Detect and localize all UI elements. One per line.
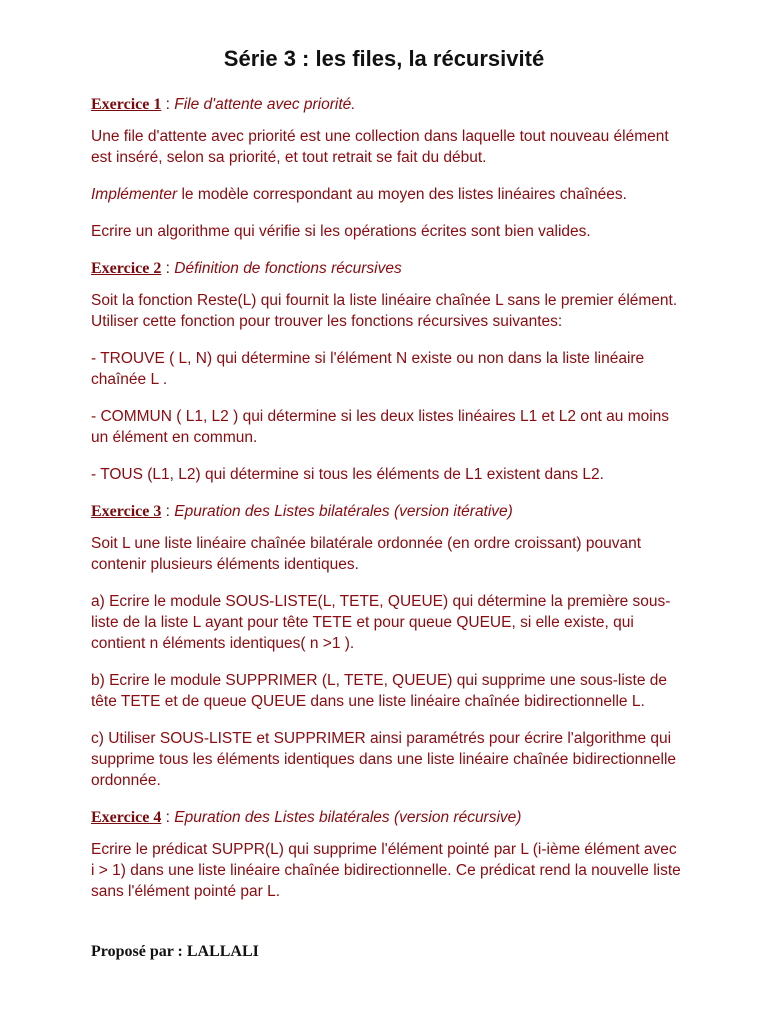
exercise-subtitle: Epuration des Listes bilatérales (version itérative) [174, 503, 513, 520]
exercise-paragraph: c) Utiliser SOUS-LISTE et SUPPRIMER ainsi paramétrés pour écrire l'algorithme qui supprime tous les éléments identiques dans une liste linéaire chaînée bidirectionnelle ordonnée. [91, 730, 677, 789]
exercise-paragraph: Soit la fonction Reste(L) qui fournit la liste linéaire chaînée L sans le premier élément. Utiliser cette fonction pour trouver les fonctions récursives suivantes: [91, 292, 678, 330]
heading-separator: : [161, 503, 175, 520]
exercise-paragraph: - COMMUN ( L1, L2 ) qui détermine si les deux listes linéaires L1 et L2 ont au moins un élément en commun. [91, 408, 670, 446]
exercise-label: Exercice 3 [91, 503, 162, 520]
exercise-heading [91, 807, 681, 829]
exercise-paragraph: a) Ecrire le module SOUS-LISTE(L, TETE, QUEUE) qui détermine la première sous-liste de la liste L ayant pour tête TETE et pour queue QUEUE, si elle existe, qui contient n éléments identiques( n >1 ). [91, 593, 671, 652]
exercise-heading [91, 258, 681, 280]
emphasis-text: Implémenter [91, 186, 178, 203]
exercise-paragraph: - TOUS (L1, L2) qui détermine si tous les éléments de L1 existent dans L2. [91, 466, 604, 483]
exercise-heading [91, 501, 681, 523]
exercise-paragraph: - TROUVE ( L, N) qui détermine si l'élément N existe ou non dans la liste linéaire chaînée L . [91, 350, 645, 388]
exercise-subtitle: Epuration des Listes bilatérales (version récursive) [174, 809, 522, 826]
exercise-paragraph: Une file d'attente avec priorité est une collection dans laquelle tout nouveau élément est inséré, selon sa priorité, et tout retrait se fait du début. [91, 128, 669, 166]
page-title: Série 3 : les files, la récursivité [223, 46, 545, 71]
exercise-paragraph: Ecrire un algorithme qui vérifie si les opérations écrites sont bien valides. [91, 223, 591, 240]
heading-separator: : [161, 809, 175, 826]
exercise-2 [91, 258, 681, 485]
exercise-label: Exercice 1 [91, 96, 162, 113]
exercise-subtitle: Définition de fonctions récursives [174, 260, 402, 277]
exercise-4 [91, 807, 681, 902]
exercise-label: Exercice 2 [91, 260, 162, 277]
heading-separator: : [161, 96, 175, 113]
exercise-paragraph: Implémenter le modèle correspondant au moyen des listes linéaires chaînées. [91, 186, 627, 203]
exercise-paragraph: b) Ecrire le module SUPPRIMER (L, TETE, QUEUE) qui supprime une sous-liste de tête TETE et de queue QUEUE dans une liste linéaire chaînée bidirectionnelle L. [91, 672, 667, 710]
exercise-label: Exercice 4 [91, 809, 162, 826]
author-credit: Proposé par : LALLALI [91, 943, 259, 960]
exercise-3 [91, 501, 681, 791]
exercise-heading [91, 94, 681, 116]
document-body [91, 94, 681, 918]
exercise-paragraph: Soit L une liste linéaire chaînée bilatérale ordonnée (en ordre croissant) pouvant contenir plusieurs éléments identiques. [91, 535, 642, 573]
exercise-subtitle: File d'attente avec priorité. [174, 96, 356, 113]
heading-separator: : [161, 260, 175, 277]
exercise-paragraph: Ecrire le prédicat SUPPR(L) qui supprime l'élément pointé par L (i-ième élément avec i > 1) dans une liste linéaire chaînée bidirectionnelle. Ce prédicat rend la nouvelle liste sans l'élément pointé par L. [91, 841, 681, 900]
exercise-1 [91, 94, 681, 242]
